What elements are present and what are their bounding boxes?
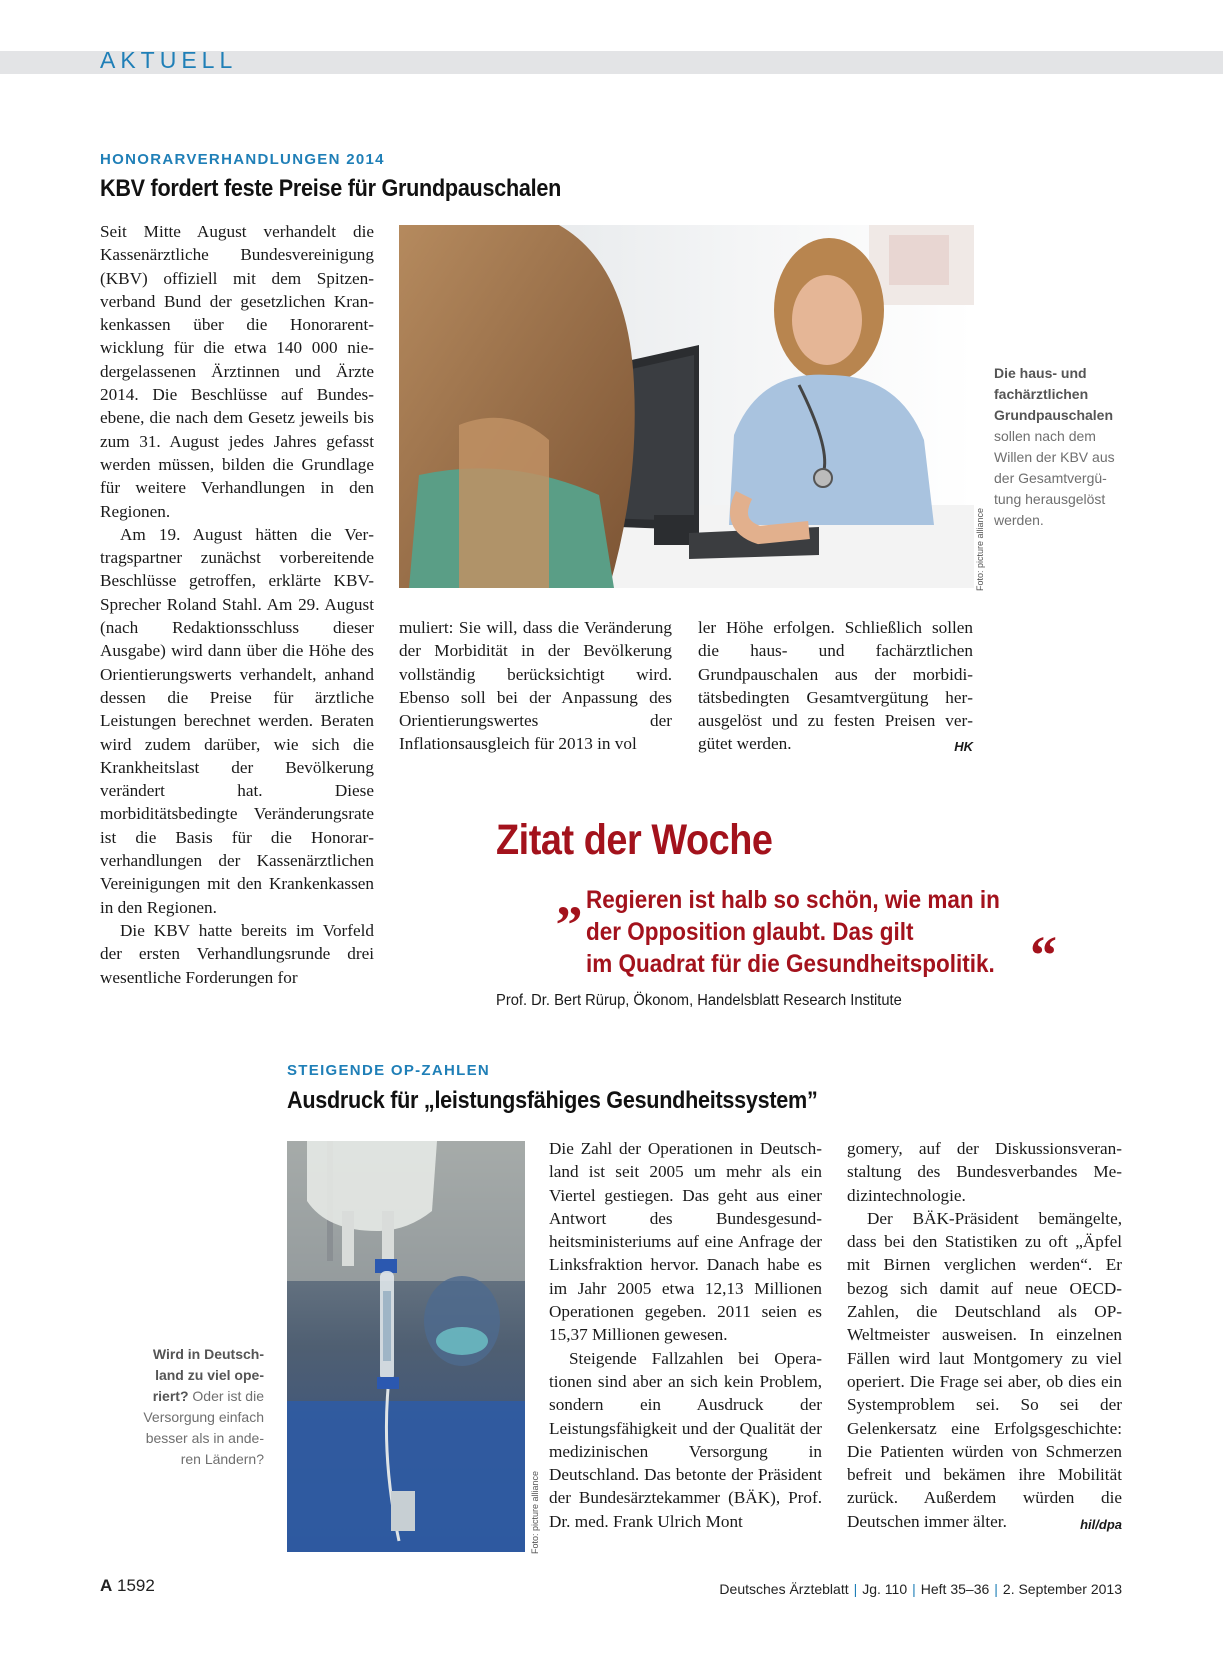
page-number	[100, 1576, 155, 1596]
quote-line: Regieren ist halb so schön, wie man in	[586, 886, 1000, 914]
author-signature: HK	[954, 739, 973, 755]
article1-paragraph: Die KBV hatte bereits im Vorfeld der ersten Verhandlungsrunde drei wesentliche Forderungen for	[100, 920, 374, 987]
article2-kicker: STEIGENDE OP-ZAHLEN	[287, 1062, 491, 1079]
caption-text: sollen nach dem Willen der KBV aus der Gesamtvergütung herausgelöst werden.	[994, 428, 1115, 528]
photo-credit: Foto: picture alliance	[975, 507, 985, 591]
article1-paragraph	[698, 616, 973, 756]
article1-column-1	[100, 220, 374, 989]
quote-line	[586, 948, 1000, 980]
quote-line-text: im Quadrat für die Gesundheitspolitik.	[586, 950, 995, 978]
article2-headline: Ausdruck für „leistungsfähiges Gesundheitssystem”	[287, 1087, 818, 1114]
doctor-consultation-photo	[399, 225, 974, 588]
caption-bold: Wird in Deutschland zu viel operiert?	[152, 1346, 264, 1404]
quote-author: Prof. Dr. Bert Rürup, Ökonom, Handelsblatt Research Institute	[496, 992, 902, 1009]
article1-column-2	[399, 616, 672, 756]
journal-info: Deutsches Ärzteblatt | Jg. 110 | Heft 35–36 | 2. September 2013	[719, 1581, 1122, 1597]
section-label: AKTUELL	[100, 47, 238, 73]
article1-caption	[994, 363, 1118, 531]
article2-paragraph: Steigende Fallzahlen bei Operationen sind aber an sich kein Problem, sondern ein Ausdruck der Leistungsfähigkeit und der Qualität der medizinischen Versorgung in Deutschland. Das betonte der Präsident der Bundesärztekammer (BÄK), Prof. Dr. med. Frank Ulrich Mont	[549, 1348, 822, 1531]
author-signature: hil/dpa	[1080, 1516, 1122, 1532]
article2-column-1	[549, 1137, 822, 1533]
article1-paragraph: muliert: Sie will, dass die Veränderung der Morbidität in der Bevölkerung vollständig berücksichtigt wird. Ebenso soll bei der Anpassung des Orientierungswertes der Inflationsausgleich für 2013 in vol	[399, 618, 672, 754]
article1-kicker: HONORARVERHANDLUNGEN 2014	[100, 151, 385, 168]
quote-text	[586, 884, 1000, 980]
article2-caption	[140, 1344, 264, 1470]
article2-paragraph	[847, 1207, 1122, 1533]
journal-name: Deutsches Ärzteblatt	[719, 1581, 849, 1597]
quote-line: der Opposition glaubt. Das gilt	[586, 918, 914, 946]
article1-paragraph: Am 19. August hätten die Vertragspartner zunächst vorbereitende Beschlüsse getroffen, erklärte KBV-Sprecher Roland Stahl. Am 29. August (nach Redaktionsschluss dieser Ausgabe) wird dann über die Höhe des Orientierungswerts verhandelt, anhand dessen die Preise für ärztliche Leistungen berechnet werden. Beraten wird zudem darüber, wie sich die Krankheitslast der Bevölkerung verändert hat. Diese morbiditätsbedingte Veränderungsrate ist die Basis für die Honorarverhandlungen der Kassenärztlichen Vereinigungen mit den Krankenkassen in den Regionen.	[100, 524, 374, 917]
quote-title: Zitat der Woche	[496, 816, 773, 864]
article2-column-2	[847, 1137, 1122, 1536]
journal-issue: Heft 35–36	[920, 1581, 990, 1597]
journal-date: 2. September 2013	[1002, 1581, 1122, 1597]
page-number-value: 1592	[117, 1576, 155, 1595]
article1-paragraph: Seit Mitte August verhandelt die Kassenärztliche Bundesvereinigung (KBV) offiziell mit dem Spitzenverband Bund der gesetzlichen Krankenkassen über die Honorarentwicklung für die etwa 140 000 niedergelassenen Ärztinnen und Ärzte 2014. Die Beschlüsse auf Bundesebene, die nach dem Gesetz jeweils bis zum 31. August jedes Jahres gefasst werden müssen, bilden die Grundlage für weitere Verhandlungen in den Regionen.	[100, 222, 374, 521]
quote-open-mark: „	[556, 867, 583, 927]
iv-drip-photo	[287, 1141, 525, 1552]
article2-paragraph: gomery, auf der Diskussionsveranstaltung des Bundesverbandes Medizintechnologie.	[847, 1139, 1122, 1205]
article1-last-paragraph: ler Höhe erfolgen. Schließlich sollen die haus- und fachärztlichen Grundpauschalen aus der morbiditätsbedingten Gesamtvergütung herausgelöst und zu festen Preisen vergütet werden.	[698, 618, 973, 754]
article1-column-3	[698, 616, 973, 759]
article1-headline: KBV fordert feste Preise für Grundpauschalen	[100, 175, 562, 202]
caption-text: Oder ist die Versorgung einfach besser als in anderen Ländern?	[143, 1388, 264, 1467]
page-prefix: A	[100, 1576, 113, 1595]
quote-close-mark: “	[1030, 925, 1057, 985]
photo-credit: Foto: picture alliance	[530, 1470, 540, 1554]
journal-volume: Jg. 110	[862, 1581, 908, 1597]
caption-bold: Die haus- und fachärztlichen Grundpauschalen	[994, 365, 1114, 423]
article2-last-paragraph: Der BÄK-Präsident bemängelte, dass bei den Statistiken zu oft „Äpfel mit Birnen verglichen werden“. Er bezog sich damit auf neue OECD-Zahlen, die Deutschland als OP-Weltmeister ausweisen. In einzelnen Fällen wird laut Montgomery zu viel operiert. Die Frage sei aber, ob dies ein Systemproblem sei. So sei der Gelenkersatz eine Erfolgsgeschichte: Die Patienten würden von Schmerzen befreit und bekämen ihre Mobilität zurück. Außerdem würden die Deutschen immer älter.	[847, 1208, 1122, 1531]
article2-paragraph: Die Zahl der Operationen in Deutschland ist seit 2005 um mehr als ein Viertel gestiegen. Das geht aus einer Antwort des Bundesgesundheitsministeriums auf eine Anfrage der Linksfraktion hervor. Danach habe es im Jahr 2005 etwa 12,13 Millionen Operationen gegeben. 2011 seien es 15,37 Millionen gewesen.	[549, 1139, 822, 1345]
